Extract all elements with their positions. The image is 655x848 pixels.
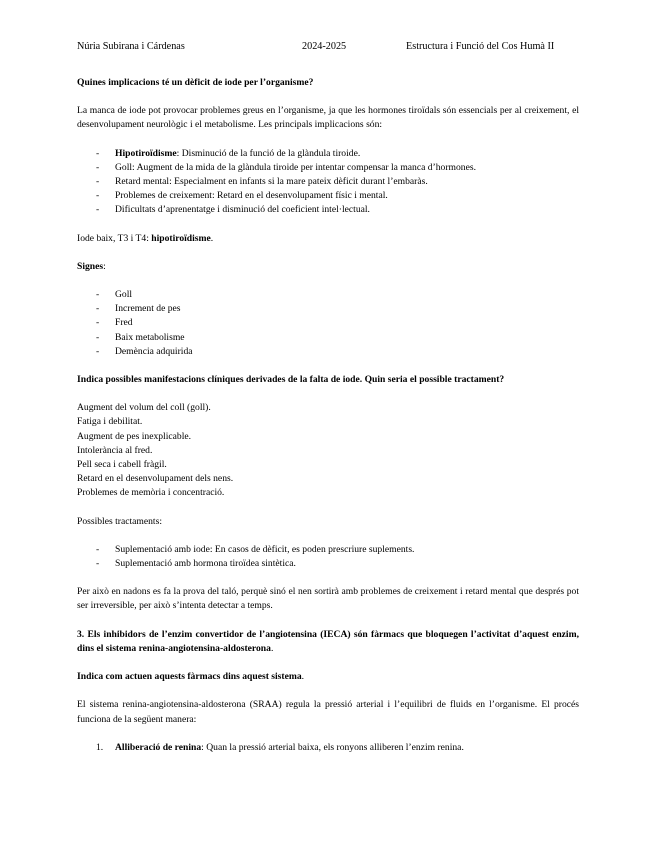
section-3-heading xyxy=(77,628,579,656)
list-item-text: Goll xyxy=(115,289,133,301)
manifestation-line: Pell seca i cabell fràgil. xyxy=(77,459,167,471)
list-item: - Increment de pes xyxy=(96,303,181,315)
summary-suffix: . xyxy=(210,232,214,244)
list-item-text: Suplementació amb hormona tiroïdea sintètica. xyxy=(115,558,296,570)
step-text: : Quan la pressió arterial baixa, els ronyons alliberen l’enzim renina. xyxy=(201,741,464,753)
treatments-label: Possibles tractaments: xyxy=(77,515,162,527)
manifestations-block xyxy=(77,401,579,500)
header-course: Estructura i Funció del Cos Humà II xyxy=(406,41,555,52)
section-number: 3. xyxy=(77,628,85,640)
signs-label: Signes xyxy=(77,260,104,272)
manifestation-line: Retard en el desenvolupament dels nens. xyxy=(77,473,234,485)
manifestation-line: Problemes de memòria i concentració. xyxy=(77,487,225,499)
manifestation-line: Intolerància al fred. xyxy=(77,444,153,456)
list-item: - Goll: Augment de la mida de la glàndula tiroide per intentar compensar la manca d’hormones. xyxy=(96,161,476,173)
header-year: 2024-2025 xyxy=(302,41,347,52)
list-item: - Suplementació amb iode: En casos de dèficit, es poden prescriure suplements. xyxy=(96,543,415,555)
list-item: - Goll xyxy=(96,289,133,301)
list-item: - Suplementació amb hormona tiroïdea sintètica. xyxy=(96,558,296,570)
list-item-text: : Disminució de la funció de la glàndula tiroide. xyxy=(176,147,361,159)
list-item: - Retard mental: Especialment en infants si la mare pateix dèficit durant l’embaràs. xyxy=(96,176,428,188)
summary-bold: hipotiroïdisme xyxy=(151,232,211,244)
question-end: . xyxy=(301,671,305,683)
section-title: Els inhibidors de l’enzim convertidor de l’angiotensina (IECA) són fàrmacs que bloquegen l’activitat d’aquest enzim, dins el sistema renina-angiotensina-aldosterona xyxy=(77,628,579,654)
list-item: - Dificultats d’aprenentatge i disminució del coeficient intel·lectual. xyxy=(96,204,370,216)
paragraph-iodine-intro: La manca de iode pot provocar problemes greus en l’organisme, ja que les hormones tiroïdals són essencials per al creixement, el desenvolupament neurològic i el metabolisme. Les principals implicacions són: xyxy=(77,105,579,131)
list-item: - Hipotiroïdisme: Disminució de la funció de la glàndula tiroide. xyxy=(96,147,361,159)
step-number: 1. xyxy=(96,741,104,753)
section-title-end: . xyxy=(270,642,274,654)
list-item-text: Dificultats d’aprenentatge i disminució del coeficient intel·lectual. xyxy=(115,204,370,216)
list-item: - Baix metabolisme xyxy=(96,331,185,343)
list-item-text: Retard mental: Especialment en infants si la mare pateix dèficit durant l’embaràs. xyxy=(115,176,428,188)
list-item: - Demència adquirida xyxy=(96,345,193,357)
treatments-list xyxy=(77,543,579,571)
sraa-steps-list xyxy=(77,741,579,755)
signs-list xyxy=(77,288,579,359)
list-item-text: Baix metabolisme xyxy=(115,331,185,343)
summary-prefix: Iode baix, T3 i T4: xyxy=(77,232,152,244)
list-item xyxy=(77,741,579,755)
signs-colon: : xyxy=(103,260,106,272)
header-author: Núria Subirana i Cárdenas xyxy=(77,41,185,52)
list-item: - Fred xyxy=(96,317,133,329)
manifestation-line: Augment de pes inexplicable. xyxy=(77,430,192,442)
paragraph-sraa-intro: El sistema renina-angiotensina-aldosterona (SRAA) regula la pressió arterial i l’equilibri de fluids en l’organisme. El procés funciona de la següent manera: xyxy=(77,699,579,725)
implications-list xyxy=(77,147,579,218)
list-item-text: Demència adquirida xyxy=(115,345,193,357)
signs-heading xyxy=(77,260,579,274)
list-item-text: Problemes de creixement: Retard en el desenvolupament físic i mental. xyxy=(115,190,388,202)
list-item: - Problemes de creixement: Retard en el desenvolupament físic i mental. xyxy=(96,190,388,202)
paragraph-iodine-summary xyxy=(77,232,579,246)
document-body xyxy=(77,76,579,755)
manifestation-line: Fatiga i debilitat. xyxy=(77,416,143,428)
step-bold: Alliberació de renina xyxy=(115,741,202,753)
list-item-text: Fred xyxy=(115,317,133,329)
question-iodine-implications: Quines implicacions té un dèficit de iode per l’organisme? xyxy=(77,77,314,88)
paragraph-heel-test: Per això en nadons es fa la prova del taló, perquè sinó el nen sortirà amb problemes de creixement i retard mental que després pot ser irreversible, per això s’intenta detectar a temps. xyxy=(77,586,579,612)
list-item-text: Goll: Augment de la mida de la glàndula tiroide per intentar compensar la manca d’hormones. xyxy=(115,161,476,173)
question-ieca-action xyxy=(77,670,579,684)
question-clinical-manifestations: Indica possibles manifestacions clíniques derivades de la falta de iode. Quin seria el possible tractament? xyxy=(77,374,505,386)
question-text: Indica com actuen aquests fàrmacs dins aquest sistema xyxy=(77,671,302,683)
list-item-text: Increment de pes xyxy=(115,303,181,315)
list-item-text: Suplementació amb iode: En casos de dèficit, es poden prescriure suplements. xyxy=(115,543,415,555)
list-item-bold: Hipotiroïdisme xyxy=(115,147,177,159)
manifestation-line: Augment del volum del coll (goll). xyxy=(77,402,211,414)
